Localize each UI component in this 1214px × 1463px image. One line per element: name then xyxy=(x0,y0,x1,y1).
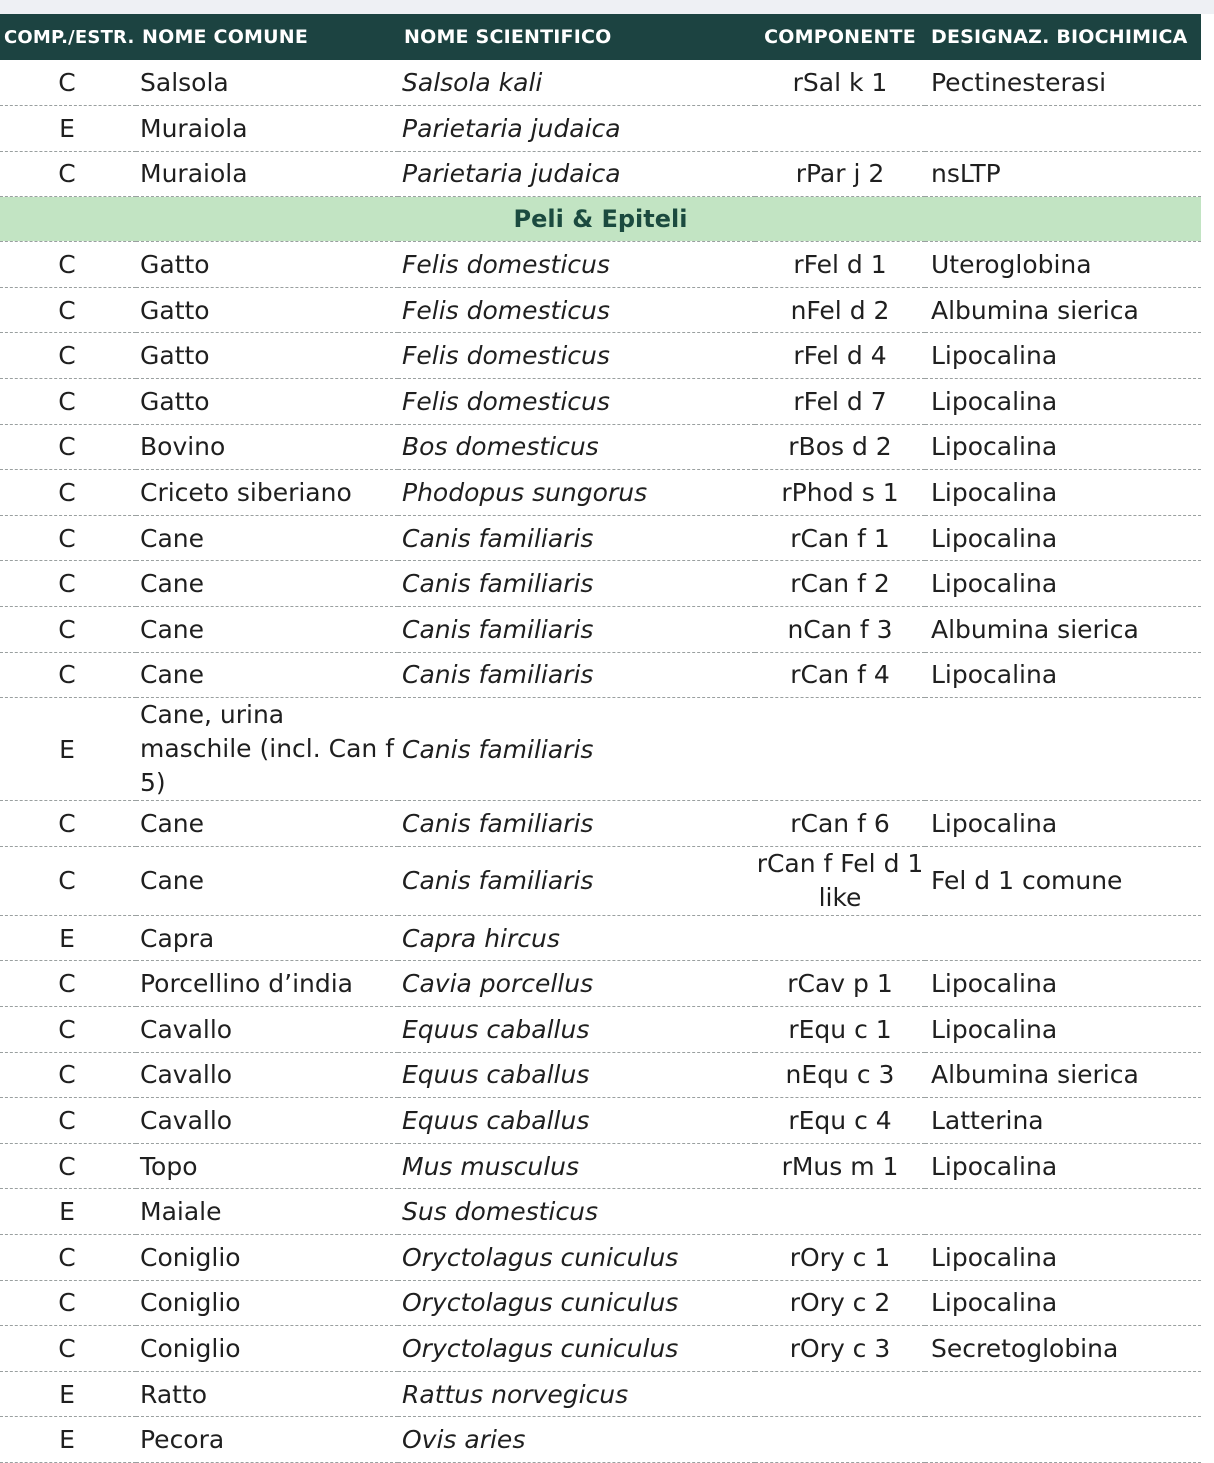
cell-scientific-name: Canis familiaris xyxy=(398,801,755,847)
cell-type: C xyxy=(0,1280,136,1326)
cell-biochemical: Albumina sierica xyxy=(925,287,1201,333)
cell-type: C xyxy=(0,379,136,425)
cell-scientific-name: Salsola kali xyxy=(398,60,755,106)
cell-common-name: Cavallo xyxy=(136,1007,398,1053)
cell-type: C xyxy=(0,287,136,333)
cell-type: C xyxy=(0,151,136,197)
cell-biochemical: Lipocalina xyxy=(925,1007,1201,1053)
table-row xyxy=(0,379,1201,425)
cell-biochemical: Lipocalina xyxy=(925,961,1201,1007)
cell-common-name: Cane, urina maschile (incl. Can f 5) xyxy=(136,698,398,801)
cell-common-name: Cavallo xyxy=(136,1098,398,1144)
cell-type: C xyxy=(0,1326,136,1372)
cell-component: rEqu c 4 xyxy=(755,1098,925,1144)
cell-scientific-name: Parietaria judaica xyxy=(398,106,755,152)
cell-scientific-name: Canis familiaris xyxy=(398,561,755,607)
cell-component xyxy=(755,915,925,961)
cell-scientific-name: Canis familiaris xyxy=(398,652,755,698)
cell-scientific-name: Canis familiaris xyxy=(398,846,755,915)
cell-type: C xyxy=(0,242,136,288)
section-row xyxy=(0,197,1201,242)
table-header xyxy=(0,14,1201,60)
table-row xyxy=(0,424,1201,470)
cell-common-name: Pecora xyxy=(136,1417,398,1463)
cell-scientific-name: Oryctolagus cuniculus xyxy=(398,1280,755,1326)
cell-component: rMus m 1 xyxy=(755,1143,925,1189)
cell-common-name: Salsola xyxy=(136,60,398,106)
header-scientific-name: NOME SCIENTIFICO xyxy=(404,26,612,48)
cell-common-name: Cane xyxy=(136,515,398,561)
table-row xyxy=(0,961,1201,1007)
cell-scientific-name: Cavia porcellus xyxy=(398,961,755,1007)
cell-biochemical xyxy=(925,1371,1201,1417)
cell-component xyxy=(755,106,925,152)
cell-biochemical: Uteroglobina xyxy=(925,242,1201,288)
cell-component: rPar j 2 xyxy=(755,151,925,197)
cell-common-name: Gatto xyxy=(136,333,398,379)
table-body xyxy=(0,60,1201,1462)
cell-scientific-name: Equus caballus xyxy=(398,1007,755,1053)
cell-type: C xyxy=(0,961,136,1007)
table-row xyxy=(0,287,1201,333)
cell-type: C xyxy=(0,561,136,607)
cell-biochemical: Albumina sierica xyxy=(925,607,1201,653)
cell-component: rEqu c 1 xyxy=(755,1007,925,1053)
table-row xyxy=(0,698,1201,801)
cell-component: rFel d 1 xyxy=(755,242,925,288)
cell-common-name: Capra xyxy=(136,915,398,961)
cell-type: E xyxy=(0,1371,136,1417)
cell-type: C xyxy=(0,1234,136,1280)
allergen-table xyxy=(0,14,1201,1463)
cell-biochemical: Lipocalina xyxy=(925,1143,1201,1189)
cell-scientific-name: Canis familiaris xyxy=(398,515,755,561)
cell-biochemical: Lipocalina xyxy=(925,1280,1201,1326)
cell-type: C xyxy=(0,515,136,561)
cell-common-name: Porcellino d’india xyxy=(136,961,398,1007)
cell-type: E xyxy=(0,698,136,801)
cell-common-name: Cane xyxy=(136,561,398,607)
top-band xyxy=(0,0,1214,14)
cell-scientific-name: Felis domesticus xyxy=(398,333,755,379)
cell-component xyxy=(755,698,925,801)
cell-biochemical xyxy=(925,698,1201,801)
table-row xyxy=(0,60,1201,106)
cell-common-name: Bovino xyxy=(136,424,398,470)
cell-component: rOry c 3 xyxy=(755,1326,925,1372)
table-row xyxy=(0,470,1201,516)
table-row xyxy=(0,652,1201,698)
cell-scientific-name: Canis familiaris xyxy=(398,698,755,801)
cell-type: C xyxy=(0,60,136,106)
cell-scientific-name: Oryctolagus cuniculus xyxy=(398,1326,755,1372)
cell-scientific-name: Ovis aries xyxy=(398,1417,755,1463)
cell-type: C xyxy=(0,1098,136,1144)
table-row xyxy=(0,242,1201,288)
table-row xyxy=(0,1280,1201,1326)
cell-component: nEqu c 3 xyxy=(755,1052,925,1098)
cell-type: C xyxy=(0,846,136,915)
table-row xyxy=(0,1189,1201,1235)
cell-common-name: Criceto siberiano xyxy=(136,470,398,516)
cell-type: C xyxy=(0,607,136,653)
cell-biochemical: Pectinesterasi xyxy=(925,60,1201,106)
cell-common-name: Cane xyxy=(136,652,398,698)
cell-common-name: Coniglio xyxy=(136,1280,398,1326)
table-row xyxy=(0,1326,1201,1372)
table-row xyxy=(0,1052,1201,1098)
cell-component: rFel d 7 xyxy=(755,379,925,425)
cell-common-name: Coniglio xyxy=(136,1234,398,1280)
cell-type: C xyxy=(0,652,136,698)
cell-type: E xyxy=(0,915,136,961)
cell-component: rBos d 2 xyxy=(755,424,925,470)
cell-component: rFel d 4 xyxy=(755,333,925,379)
cell-scientific-name: Parietaria judaica xyxy=(398,151,755,197)
header-biochemical: DESIGNAZ. BIOCHIMICA xyxy=(931,26,1188,48)
cell-biochemical: Secretoglobina xyxy=(925,1326,1201,1372)
table-row xyxy=(0,801,1201,847)
cell-component: rOry c 2 xyxy=(755,1280,925,1326)
cell-component xyxy=(755,1371,925,1417)
table-row xyxy=(0,846,1201,915)
table-row xyxy=(0,1234,1201,1280)
cell-common-name: Cane xyxy=(136,801,398,847)
header-type: COMP./ESTR. xyxy=(4,26,135,48)
cell-scientific-name: Bos domesticus xyxy=(398,424,755,470)
cell-scientific-name: Equus caballus xyxy=(398,1052,755,1098)
cell-common-name: Maiale xyxy=(136,1189,398,1235)
cell-type: C xyxy=(0,801,136,847)
cell-component: rPhod s 1 xyxy=(755,470,925,516)
cell-component: rCan f Fel d 1 like xyxy=(755,846,925,915)
section-title: Peli & Epiteli xyxy=(0,197,1201,242)
cell-scientific-name: Canis familiaris xyxy=(398,607,755,653)
cell-scientific-name: Capra hircus xyxy=(398,915,755,961)
cell-common-name: Ratto xyxy=(136,1371,398,1417)
cell-common-name: Cane xyxy=(136,607,398,653)
cell-scientific-name: Felis domesticus xyxy=(398,379,755,425)
cell-common-name: Muraiola xyxy=(136,151,398,197)
cell-scientific-name: Mus musculus xyxy=(398,1143,755,1189)
cell-biochemical: Latterina xyxy=(925,1098,1201,1144)
cell-biochemical: Lipocalina xyxy=(925,515,1201,561)
cell-type: C xyxy=(0,470,136,516)
cell-common-name: Cane xyxy=(136,846,398,915)
header-row xyxy=(0,14,1201,60)
header-component: COMPONENTE xyxy=(764,26,916,48)
cell-scientific-name: Sus domesticus xyxy=(398,1189,755,1235)
table-row xyxy=(0,1007,1201,1053)
cell-component: rCan f 1 xyxy=(755,515,925,561)
table-row xyxy=(0,515,1201,561)
cell-biochemical: Lipocalina xyxy=(925,424,1201,470)
cell-biochemical: nsLTP xyxy=(925,151,1201,197)
cell-biochemical: Lipocalina xyxy=(925,470,1201,516)
cell-scientific-name: Rattus norvegicus xyxy=(398,1371,755,1417)
cell-biochemical: Lipocalina xyxy=(925,561,1201,607)
cell-type: E xyxy=(0,1189,136,1235)
cell-common-name: Cavallo xyxy=(136,1052,398,1098)
cell-scientific-name: Oryctolagus cuniculus xyxy=(398,1234,755,1280)
header-common-name: NOME COMUNE xyxy=(142,26,309,48)
table-row xyxy=(0,333,1201,379)
cell-common-name: Topo xyxy=(136,1143,398,1189)
cell-biochemical xyxy=(925,1189,1201,1235)
cell-component: rOry c 1 xyxy=(755,1234,925,1280)
cell-biochemical xyxy=(925,915,1201,961)
cell-biochemical: Fel d 1 comune xyxy=(925,846,1201,915)
cell-component: nFel d 2 xyxy=(755,287,925,333)
cell-common-name: Gatto xyxy=(136,287,398,333)
cell-component: rCav p 1 xyxy=(755,961,925,1007)
cell-component: rCan f 6 xyxy=(755,801,925,847)
cell-type: C xyxy=(0,424,136,470)
table-row xyxy=(0,1143,1201,1189)
cell-biochemical: Lipocalina xyxy=(925,1234,1201,1280)
table-row xyxy=(0,151,1201,197)
cell-common-name: Muraiola xyxy=(136,106,398,152)
cell-biochemical: Lipocalina xyxy=(925,652,1201,698)
cell-common-name: Coniglio xyxy=(136,1326,398,1372)
table-row xyxy=(0,106,1201,152)
cell-common-name: Gatto xyxy=(136,242,398,288)
cell-component: rCan f 4 xyxy=(755,652,925,698)
cell-scientific-name: Felis domesticus xyxy=(398,287,755,333)
cell-component: rCan f 2 xyxy=(755,561,925,607)
cell-type: C xyxy=(0,1143,136,1189)
cell-component xyxy=(755,1189,925,1235)
cell-type: C xyxy=(0,1052,136,1098)
cell-biochemical: Albumina sierica xyxy=(925,1052,1201,1098)
cell-scientific-name: Phodopus sungorus xyxy=(398,470,755,516)
cell-biochemical: Lipocalina xyxy=(925,801,1201,847)
table-row xyxy=(0,607,1201,653)
cell-biochemical: Lipocalina xyxy=(925,333,1201,379)
cell-type: E xyxy=(0,1417,136,1463)
cell-type: C xyxy=(0,1007,136,1053)
cell-type: C xyxy=(0,333,136,379)
cell-common-name: Gatto xyxy=(136,379,398,425)
cell-component: nCan f 3 xyxy=(755,607,925,653)
cell-type: E xyxy=(0,106,136,152)
cell-biochemical xyxy=(925,106,1201,152)
table-row xyxy=(0,1098,1201,1144)
cell-component: rSal k 1 xyxy=(755,60,925,106)
table-row xyxy=(0,1371,1201,1417)
cell-biochemical: Lipocalina xyxy=(925,379,1201,425)
table-row xyxy=(0,561,1201,607)
cell-scientific-name: Felis domesticus xyxy=(398,242,755,288)
table-row xyxy=(0,915,1201,961)
cell-scientific-name: Equus caballus xyxy=(398,1098,755,1144)
